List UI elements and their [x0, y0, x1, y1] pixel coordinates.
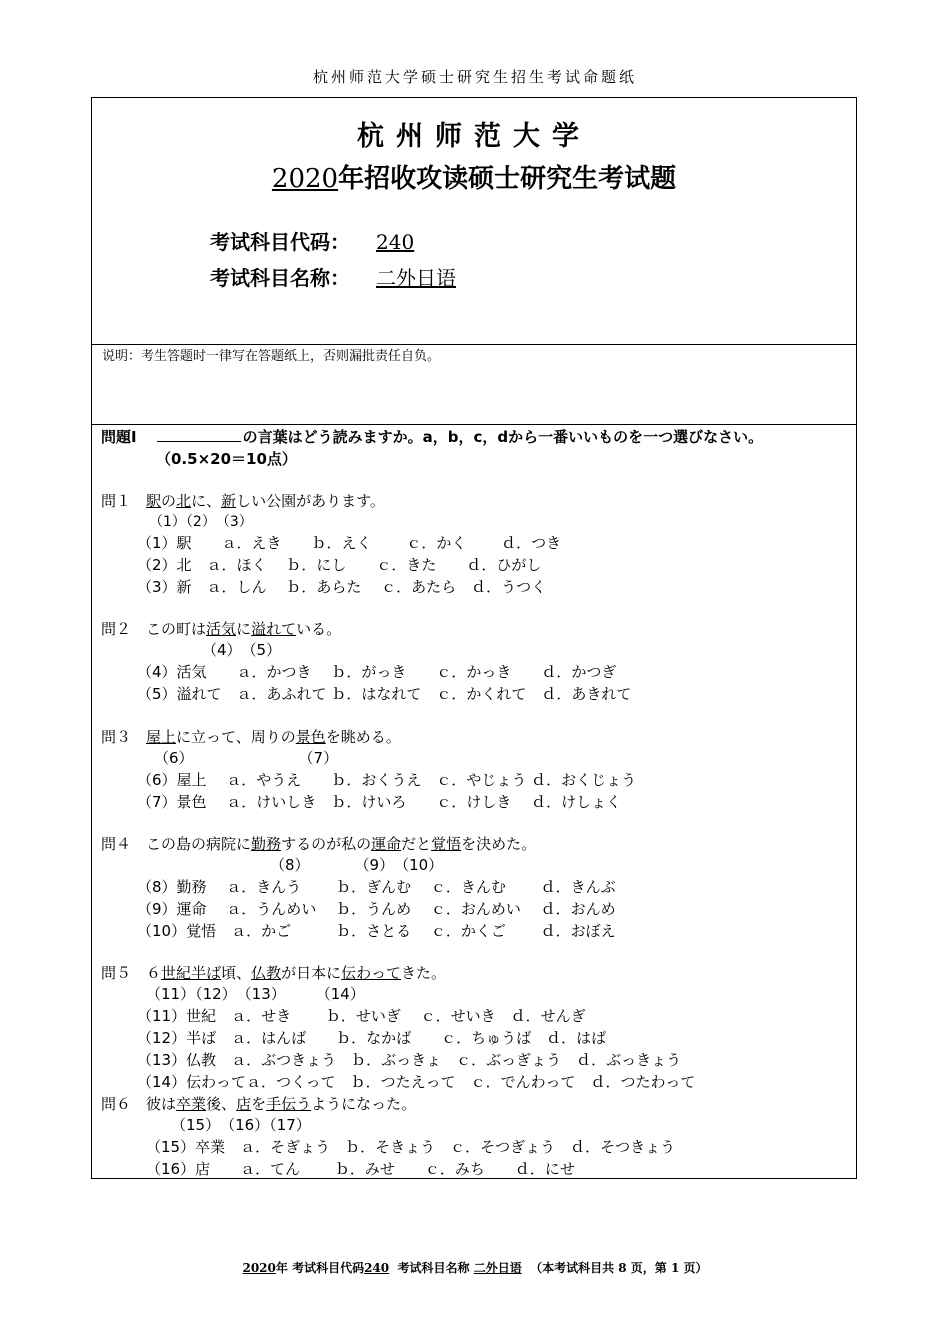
- question-3: 問３ 屋上に立って、周りの景色を眺める。: [101, 728, 401, 746]
- question-markers: （8） （9） （10）: [270, 856, 444, 874]
- question-6: 問６ 彼は卒業後、店を手伝うようになった。: [101, 1095, 417, 1113]
- question-label: 問４: [101, 835, 132, 853]
- option-line: （15）卒業 ａ．そぎょう ｂ．そきょう ｃ．そつぎょう ｄ．そつきょう: [146, 1138, 676, 1156]
- subject-code-label: 考试科目代码：: [210, 230, 350, 254]
- exam-title: [92, 158, 856, 195]
- question-markers: （11）（12） （13） （14）: [146, 985, 365, 1003]
- option-line: （6）屋上 ａ．やうえ ｂ．おくうえ ｃ．やじょう ｄ．おくじょう: [137, 771, 637, 789]
- option-line: （10）覚悟 ａ．かご ｂ．さとる ｃ．かくご ｄ．おぼえ: [137, 922, 616, 940]
- exam-title-text: 年招收攻读硕士研究生考试题: [338, 164, 677, 194]
- section-points: （0.5×20＝10点）: [156, 450, 297, 468]
- question-4: 問４ この島の病院に勤務するのが私の運命だと覚悟を決めた。: [101, 835, 537, 853]
- university-title: 杭州师范大学: [357, 121, 591, 152]
- question-markers: （15） （16）（17）: [171, 1116, 311, 1134]
- option-line: （14）伝わってａ．つくって ｂ．つたえって ｃ．でんわって ｄ．つたわって: [137, 1073, 696, 1091]
- question-label: 問１: [101, 492, 132, 510]
- subject-name-value: 二外日语: [376, 266, 456, 290]
- question-1: 問１ 駅の北に、新しい公園があります。: [101, 492, 385, 510]
- exam-frame: [91, 97, 857, 1179]
- option-line: （12）半ば ａ．はんば ｂ．なかば ｃ．ちゅうば ｄ．はば: [137, 1029, 607, 1047]
- question-2: 問２ この町は活気に溢れている。: [101, 620, 342, 638]
- option-line: （8）勤務 ａ．きんう ｂ．ぎんむ ｃ．きんむ ｄ．きんぶ: [137, 878, 616, 896]
- note-text: 说明：考生答题时一律写在答题纸上，否则漏批责任自负。: [102, 349, 441, 364]
- question-label: 問３: [101, 728, 132, 746]
- question-label: 問６: [101, 1095, 132, 1113]
- option-line: （9）運命 ａ．うんめい ｂ．うんめ ｃ．おんめい ｄ．おんめ: [137, 900, 616, 918]
- subject-name-label: 考试科目名称：: [210, 266, 350, 290]
- question-label: 問２: [101, 620, 132, 638]
- page-footer: 2020年 考试科目代码240 考试科目名称 二外日语 （本考试科目共 8 页，第 1 页）: [242, 1261, 708, 1275]
- section-heading-line: [101, 427, 763, 447]
- subject-name-line: [210, 262, 482, 291]
- footer-code: 240: [364, 1261, 390, 1275]
- option-line: （3）新 ａ．しん ｂ．あらた ｃ．あたら ｄ．うつく: [137, 578, 547, 596]
- question-markers: （4） （5）: [202, 641, 282, 659]
- option-line: （11）世紀 ａ．せき ｂ．せいぎ ｃ．せいき ｄ．せんぎ: [137, 1007, 586, 1025]
- option-line: （1）駅 ａ．えき ｂ．えく ｃ．かく ｄ．つき: [137, 534, 562, 552]
- option-line: （13）仏教 ａ．ぶつきょう ｂ．ぶっきょ ｃ．ぶっぎょう ｄ．ぶっきょう: [137, 1051, 682, 1069]
- subject-code-value: 240: [376, 230, 415, 254]
- option-line: （16）店 ａ．てん ｂ．みせ ｃ．みち ｄ．にせ: [146, 1160, 575, 1178]
- answer-blank: [157, 427, 241, 442]
- page-header: 杭州师范大学硕士研究生招生考试命题纸: [312, 68, 637, 86]
- title-box: [92, 98, 856, 345]
- subject-code-line: [210, 226, 440, 255]
- section-heading: 問題Ⅰ: [101, 428, 137, 446]
- option-line: （4）活気 ａ．かつき ｂ．がっき ｃ．かっき ｄ．かつぎ: [137, 663, 617, 681]
- question-5: 問５ ６世紀半ば頃、仏教が日本に伝わってきた。: [101, 964, 446, 982]
- option-line: （7）景色 ａ．けいしき ｂ．けいろ ｃ．けしき ｄ．けしょく: [137, 793, 622, 811]
- footer-page-info: （本考试科目共 8 页，第 1 页）: [530, 1261, 708, 1275]
- exam-year: 2020: [271, 164, 339, 194]
- note-box: [92, 344, 856, 425]
- section-instruction: の言葉はどう読みますか。a，b，c，dから一番いいものを一つ選びなさい。: [242, 428, 764, 446]
- question-markers: （1）（2） （3）: [149, 514, 253, 530]
- footer-year: 2020: [242, 1261, 276, 1275]
- option-line: （2）北 ａ．ほく ｂ．にし ｃ．きた ｄ．ひがし: [137, 556, 542, 574]
- question-markers: （6） （7）: [154, 749, 339, 767]
- footer-subject: 二外日语: [473, 1261, 522, 1275]
- question-label: 問５: [101, 964, 132, 982]
- option-line: （5）溢れて ａ．あふれて ｂ．はなれて ｃ．かくれて ｄ．あきれて: [137, 685, 632, 703]
